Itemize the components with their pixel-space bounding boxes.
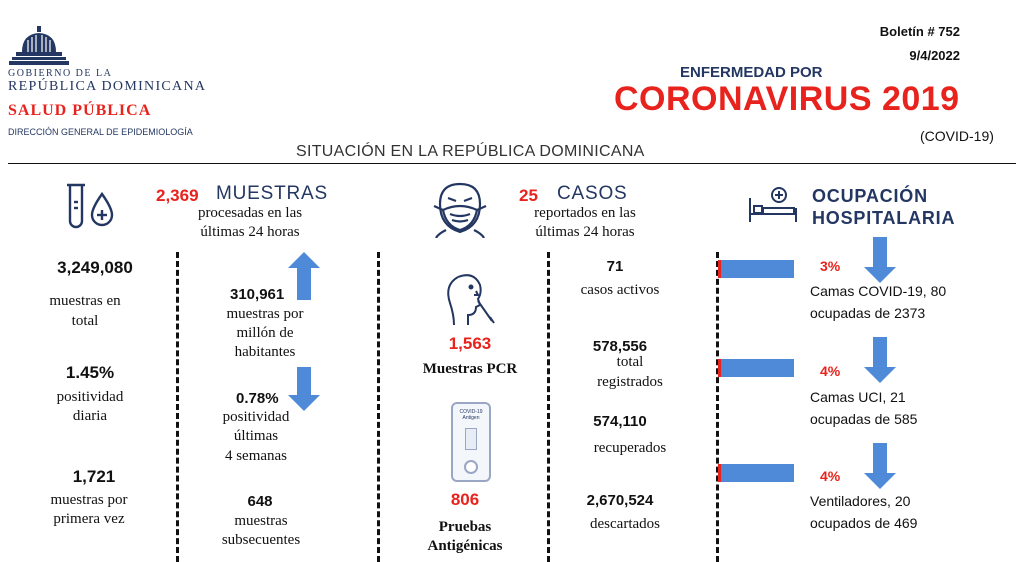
total-registrados-label-2: registrados (597, 374, 663, 390)
capitol-dome-icon (8, 26, 70, 66)
casos-desc-2: últimas 24 horas (535, 224, 635, 240)
disease-title: CORONAVIRUS 2019 (614, 80, 960, 118)
nasal-swab-icon (440, 271, 496, 327)
disease-pre-title: ENFERMEDAD POR (680, 64, 823, 81)
test-tube-icon (64, 182, 122, 230)
arrow-down-icon (288, 367, 320, 411)
divider-line (377, 252, 380, 562)
gov-logo (8, 26, 70, 66)
occupancy-bar (718, 464, 794, 482)
subsecuentes-value: 648 (247, 493, 273, 510)
muestras-heading: MUESTRAS (216, 183, 328, 204)
positividad-4w-label-2: últimas (233, 428, 279, 444)
total-registrados-value: 578,556 (592, 338, 648, 355)
activos-value: 71 (606, 258, 624, 275)
casos-heading: CASOS (557, 183, 628, 204)
occupancy-percent: 4% (820, 468, 841, 484)
kit-label-1: COVID-19 (459, 409, 483, 415)
page-subtitle: SITUACIÓN EN LA REPÚBLICA DOMINICANA (296, 143, 645, 160)
arrow-down-icon (864, 237, 896, 283)
per-million-value: 310,961 (230, 286, 285, 303)
occupancy-detail-1: Ventiladores, 20 (810, 493, 911, 509)
divider-line (716, 252, 719, 562)
occupancy-percent: 4% (820, 363, 841, 379)
directorate-name: DIRECCIÓN GENERAL DE EPIDEMIOLOGÍA (8, 127, 193, 137)
muestras-24h-count: 2,369 (156, 186, 199, 205)
arrow-down-icon (864, 337, 896, 383)
descartados-value: 2,670,524 (586, 492, 654, 509)
hospital-bed-icon (748, 186, 798, 226)
ocupacion-heading-2: HOSPITALARIA (812, 208, 956, 228)
antigen-test-kit-icon (451, 402, 491, 482)
positividad-4w-label-1: positividad (222, 409, 290, 425)
occupancy-percent: 3% (820, 258, 841, 274)
recuperados-label: recuperados (593, 440, 667, 456)
total-registrados-label-1: total (616, 354, 644, 370)
gov-line1: GOBIERNO DE LA (8, 68, 113, 79)
kit-label-2: Antigen (462, 415, 480, 421)
positividad-diaria-label-2: diaria (72, 408, 108, 424)
pcr-label: Muestras PCR (422, 361, 518, 377)
positividad-4w-label-3: 4 semanas (224, 448, 288, 464)
casos-desc-1: reportados en las (534, 205, 636, 221)
gov-line2: REPÚBLICA DOMINICANA (8, 79, 207, 94)
occupancy-bar (718, 359, 794, 377)
per-million-label-3: habitantes (234, 344, 296, 360)
arrow-down-icon (864, 443, 896, 489)
descartados-label: descartados (590, 516, 660, 532)
muestras-total-value: 3,249,080 (57, 258, 133, 277)
occupancy-detail-1: Camas UCI, 21 (810, 389, 906, 405)
antigen-label-1: Pruebas (438, 519, 492, 535)
muestras-desc-2: últimas 24 horas (200, 224, 300, 240)
primera-vez-label-1: muestras por (50, 492, 128, 508)
occupancy-detail-2: ocupadas de 2373 (810, 305, 926, 321)
bulletin-date: 9/4/2022 (909, 48, 960, 63)
masked-face-icon (430, 180, 490, 238)
ministry-name: SALUD PÚBLICA (8, 102, 152, 119)
header-divider (8, 163, 1016, 164)
primera-vez-value: 1,721 (72, 467, 116, 486)
subsecuentes-label-1: muestras (234, 513, 288, 529)
casos-24h-count: 25 (519, 186, 538, 205)
recuperados-value: 574,110 (593, 413, 647, 430)
pcr-value: 1,563 (448, 334, 492, 353)
divider-line (547, 252, 550, 562)
subsecuentes-label-2: subsecuentes (221, 532, 301, 548)
activos-label: casos activos (580, 282, 660, 298)
ocupacion-heading-1: OCUPACIÓN (812, 186, 928, 206)
antigen-label-2: Antigénicas (427, 538, 503, 554)
muestras-total-label-1: muestras en (49, 293, 121, 309)
arrow-up-icon (288, 252, 320, 300)
per-million-label-2: millón de (236, 325, 294, 341)
positividad-diaria-label-1: positividad (56, 389, 124, 405)
occupancy-bar (718, 260, 794, 278)
disease-code: (COVID-19) (920, 128, 994, 144)
occupancy-detail-2: ocupados de 469 (810, 515, 918, 531)
positividad-diaria-value: 1.45% (65, 363, 115, 382)
muestras-total-label-2: total (71, 313, 99, 329)
muestras-desc-1: procesadas en las (197, 205, 303, 221)
antigen-value: 806 (450, 490, 480, 509)
occupancy-detail-2: ocupadas de 585 (810, 411, 918, 427)
positividad-4w-value: 0.78% (236, 390, 279, 407)
divider-line (176, 252, 179, 562)
occupancy-detail-1: Camas COVID-19, 80 (810, 283, 947, 299)
primera-vez-label-2: primera vez (53, 511, 125, 527)
per-million-label-1: muestras por (226, 306, 304, 322)
bulletin-number: Boletín # 752 (879, 24, 960, 39)
